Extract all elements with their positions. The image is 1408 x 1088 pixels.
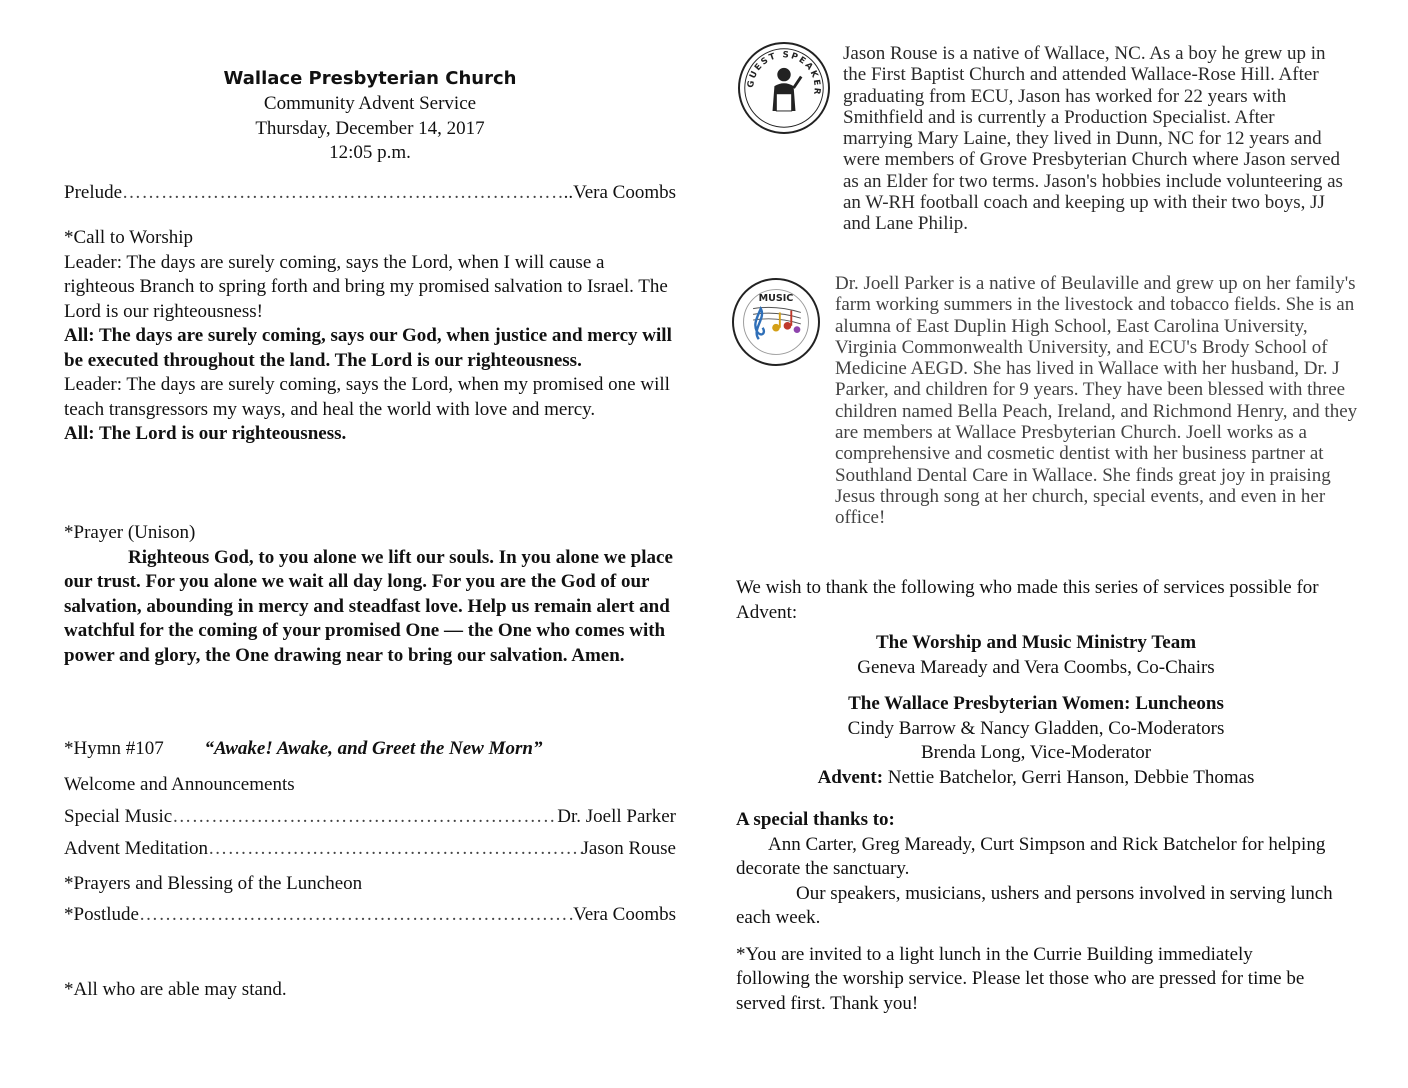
leader-response-2: Leader: The days are surely coming, says the Lord, when my promised one will teach transgressors my ways, and heal the world with love and mercy. [64,374,670,420]
hymn-line [64,737,542,762]
leader-response-1: Leader: The days are surely coming, says the Lord, when I will cause a righteous Branch to spring forth and bring my promised salvation to Israel. The Lord is our righteousness! [64,251,668,322]
bulletin-header [64,66,676,166]
special-music-label: Special Music [64,806,173,827]
worship-music-team-chairs: Geneva Maready and Vera Coombs, Co-Chairs [857,656,1215,678]
special-music-line [64,805,676,830]
advent-label: Advent: [817,766,884,788]
unison-prayer [64,521,676,668]
acknowledgments [736,576,1336,1016]
service-time: 12:05 p.m. [329,142,411,163]
music-logo [732,278,820,366]
music-notes-icon [734,280,818,364]
guest-speaker-logo [738,42,830,134]
standing-footnote: *All who are able may stand. [64,979,287,1000]
leader-dots [122,181,564,206]
advent-helpers [736,766,1336,791]
guest-speaker-logo-text: GUEST SPEAKER [746,50,822,97]
all-response-2: All: The Lord is our righteousness. [64,423,347,444]
co-moderators: Cindy Barrow & Nancy Gladden, Co-Moderators [847,717,1225,739]
leader-dots [139,903,573,928]
hymn-number: *Hymn #107 [64,738,164,759]
guest-speaker-bio [843,43,1343,235]
call-to-worship [64,226,676,447]
luncheon-prayer: *Prayers and Blessing of the Luncheon [64,873,363,894]
special-music-performer: Dr. Joell Parker [557,806,676,827]
decorators-thanks: Ann Carter, Greg Maready, Curt Simpson and Rick Batchelor for helping decorate the sanctuary. [736,833,1326,879]
jason-rouse-bio: Jason Rouse is a native of Wallace, NC. As a boy he grew up in the First Baptist Church and attended Wallace-Rose Hill. After graduating from ECU, Jason has worked for 22 years with Smithfield and is currently a Production Specialist. After marrying Mary Laine, they lived in Dunn, NC for 12 years and were members of Grove Presbyterian Church where Jason served as an Elder for two terms. Jason's hobbies include volunteering as an W-RH football coach and keeping up with their two boys, JJ and Lane Philip. [843,43,1343,235]
call-to-worship-heading: *Call to Worship [64,227,194,248]
thanks-intro: We wish to thank the following who made this series of services possible for Advent: [736,577,1319,623]
advent-meditation-label: Advent Meditation [64,838,209,859]
postlude-musician: Vera Coombs [573,904,676,925]
guest-speaker-icon [740,44,828,132]
all-response-1: All: The days are surely coming, says our God, when justice and mercy will be executed throughout the land. The Lord is our righteousness. [64,325,672,371]
service-date: Thursday, December 14, 2017 [255,117,485,139]
prelude-line [64,181,676,206]
postlude-line [64,903,676,928]
volunteers-thanks: Our speakers, musicians, ushers and persons involved in serving lunch each week. [736,882,1333,928]
joell-parker-bio: Dr. Joell Parker is a native of Beulaville and grew up on her family's farm working summers in the livestock and tobacco fields. She is an alumna of East Duplin High School, East Carolina University, Virginia Commonwealth University, and ECU's Brody School of Medicine AEGD. She has lived in Wallace with her husband, Dr. J Parker, and children for 9 years. They have been blessed with three children named Bella Peach, Ireland, and Richmond Henry, and they are members at Wallace Presbyterian Church. Joell works as a comprehensive and cosmetic dentist with her business partner at Southland Dental Care in Wallace. She finds great joy in praising Jesus through song at her church, special events, and even in her office! [835,273,1358,529]
musician-bio [835,273,1363,529]
luncheon-invitation: *You are invited to a light lunch in the Currie Building immediately following the worship service. Please let those who are pressed for time be served first. Thank you! [736,943,1305,1014]
vice-moderator: Brenda Long, Vice-Moderator [920,742,1152,763]
prelude-label: Prelude [64,182,123,203]
prayer-text: Righteous God, to you alone we lift our souls. In you alone we place our trust. For you alone we wait all day long. For you are the God of our salvation, abounding in mercy and steadfast love. Help us remain alert and watchful for the coming of your promised One — the One who comes with power and glory, the One drawing near to bring our salvation. Amen. [64,546,673,666]
leader-dots [208,837,581,862]
advent-helper-names: Nettie Batchelor, Gerri Hanson, Debbie Thomas [883,766,1255,788]
special-thanks-heading: A special thanks to: [736,809,895,830]
prelude-musician: ..Vera Coombs [563,182,676,203]
postlude-label: *Postlude [64,904,139,925]
worship-music-team-title: The Worship and Music Ministry Team [875,632,1197,653]
leader-dots [172,805,557,830]
service-name: Community Advent Service [263,93,477,114]
church-name: Wallace Presbyterian Church [223,68,517,89]
prayer-heading: *Prayer (Unison) [64,522,196,543]
music-logo-text: MUSIC [758,293,794,304]
advent-meditation-line [64,837,676,862]
advent-meditation-speaker: Jason Rouse [581,838,676,859]
welcome-announcements: Welcome and Announcements [64,774,295,795]
hymn-title: “Awake! Awake, and Greet the New Morn” [204,738,543,759]
presbyterian-women-title: The Wallace Presbyterian Women: Luncheons [848,693,1224,714]
